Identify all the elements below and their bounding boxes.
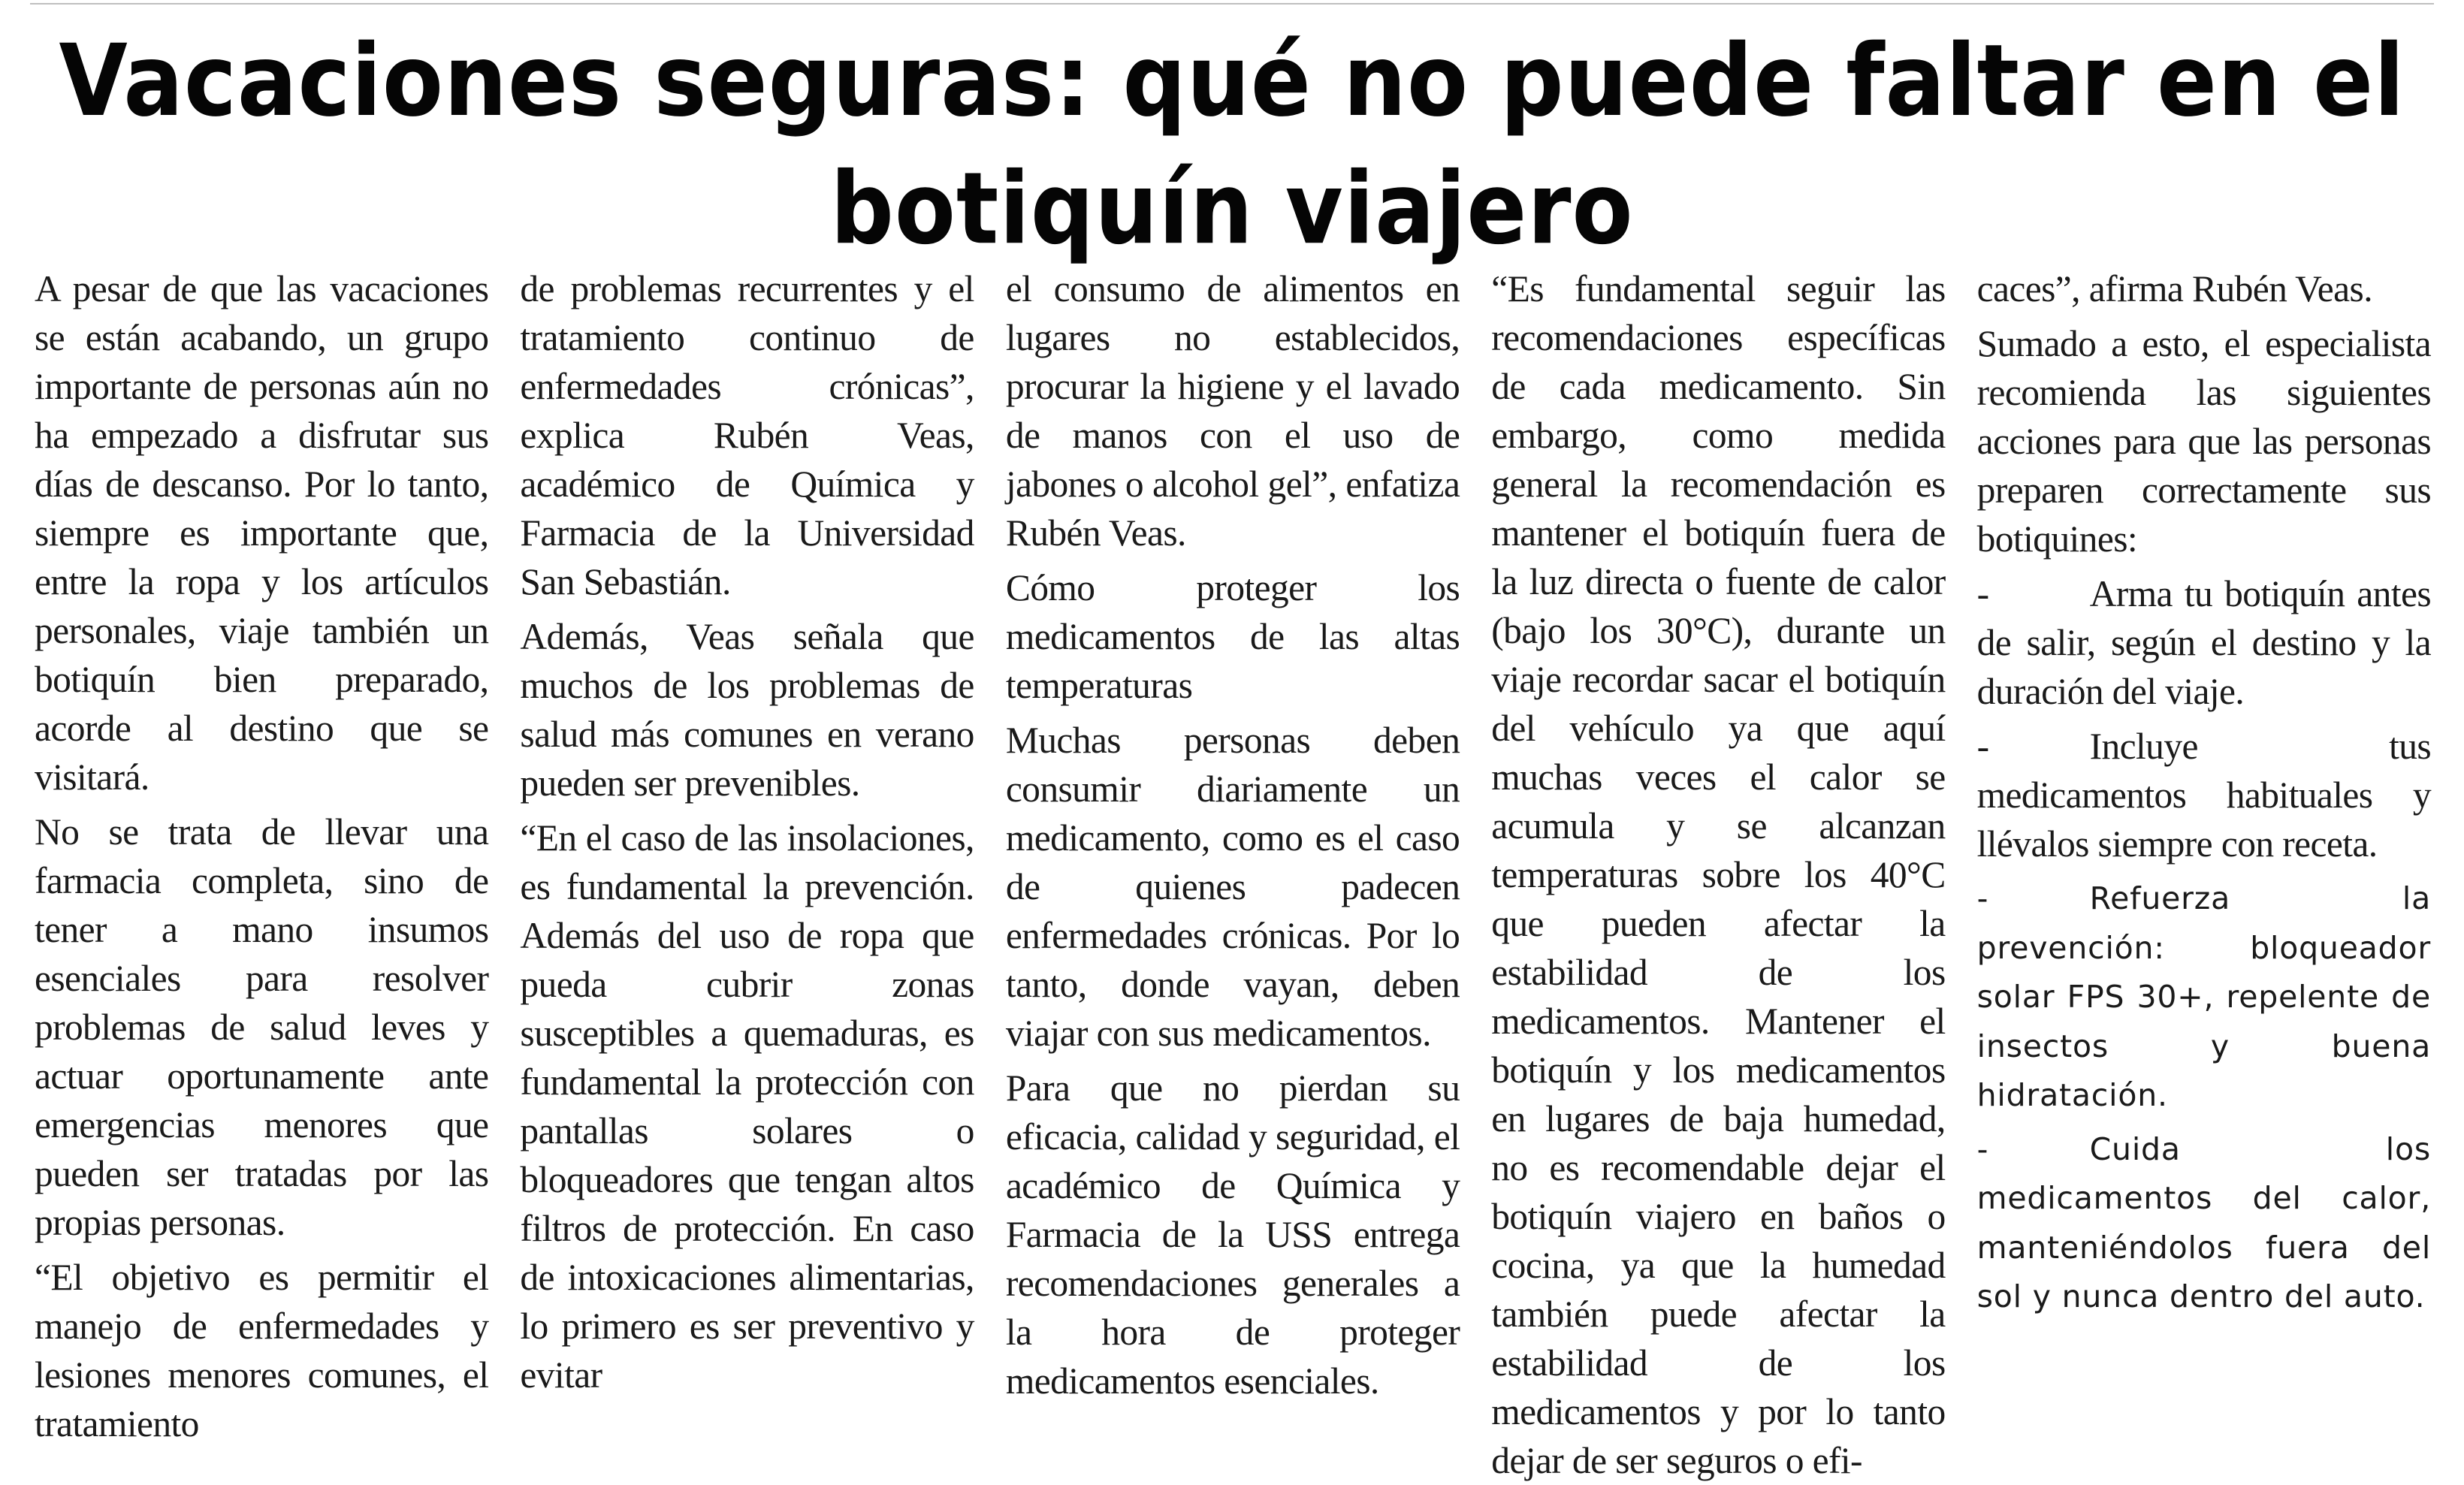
recommendation-text: Cuida los medicamentos del calor, manteniéndolos fuera del sol y nunca dentro del auto. [1976,1130,2432,1314]
article-body [35,264,2432,1481]
paragraph: “En el caso de las insolaciones, es fundamental la prevención. Además del uso de ropa que pueda cubrir zonas susceptibles a quemaduras, es fundamental la protección con pantallas solares o bloqueadores que tengan altos filtros de protección. En caso de intoxicaciones alimentarias, lo primero es ser preventivo y evitar [520,817,974,1396]
recommendation-text: Arma tu botiquín antes de salir, según el destino y la duración del viaje. [1976,573,2432,712]
bullet-dash: - [1976,726,1989,767]
paragraph: No se trata de llevar una farmacia completa, sino de tener a mano insumos esenciales para resolver problemas de salud leves y actuar oportunamente ante emergencias menores que pueden ser tratadas por las propias personas. [35,811,489,1243]
paragraph: Muchas personas deben consumir diariamente un medicamento, como es el caso de quienes padecen enfermedades crónicas. Por lo tanto, donde vayan, deben viajar con sus medicamentos. [1005,720,1460,1054]
bullet-dash: - [1976,880,1989,916]
paragraph: de problemas recurrentes y el tratamiento continuo de enfermedades crónicas”, explica Rubén Veas, académico de Química y Farmacia de la Universidad San Sebastián. [520,268,974,602]
recommendation-item [1977,569,2431,716]
column-3 [1005,264,1460,1402]
recommendation-item [1977,722,2431,868]
top-rule [30,3,2434,5]
column-5 [1977,264,2431,1316]
bullet-dash: - [1976,1130,1989,1167]
column-4 [1491,264,1946,1481]
bullet-dash: - [1976,573,1989,614]
paragraph: A pesar de que las vacaciones se están acabando, un grupo importante de personas aún no ha empezado a disfrutar sus días de descanso. Por lo tanto, siempre es importante que, entre la ropa y los artículos personales, viaje también un botiquín bien preparado, acorde al destino que se visitará. [35,268,489,798]
recommendation-item [1977,1125,2431,1322]
paragraph: el consumo de alimentos en lugares no establecidos, procurar la higiene y el lavado de manos con el uso de jabones o alcohol gel”, enfatiza Rubén Veas. [1005,268,1460,554]
paragraph: “El objetivo es permitir el manejo de enfermedades y lesiones menores comunes, el tratamiento [35,1257,489,1444]
column-1 [35,264,489,1444]
paragraph: Sumado a esto, el especialista recomienda las siguientes acciones para que las personas preparen correctamente sus botiquines: [1976,323,2432,560]
paragraph: Además, Veas señala que muchos de los problemas de salud más comunes en verano pueden ser prevenibles. [520,616,974,804]
paragraph: caces”, afirma Rubén Veas. [1976,268,2372,309]
headline: Vacaciones seguras: qué no puede faltar en el botiquín viajero [59,22,2405,267]
subheading: Cómo proteger los medicamentos de las altas temperaturas [1005,567,1460,706]
recommendation-text: Refuerza la prevención: bloqueador solar FPS 30+, repelente de insectos y buena hidratación. [1976,880,2432,1113]
column-2 [520,264,974,1396]
recommendation-text: Incluye tus medicamentos habituales y llévalos siempre con receta. [1976,726,2432,865]
paragraph: Para que no pierdan su eficacia, calidad y seguridad, el académico de Química y Farmacia de la USS entrega recomendaciones generales a la hora de proteger medicamentos esenciales. [1005,1067,1460,1402]
paragraph: “Es fundamental seguir las recomendaciones específicas de cada medicamento. Sin embargo, como medida general la recomendación es mantener el botiquín fuera de la luz directa o fuente de calor (bajo los 30°C), durante un viaje recordar sacar el botiquín del vehículo ya que aquí muchas veces el calor se acumula y se alcanzan temperaturas sobre los 40°C que pueden afectar la estabilidad de los medicamentos. Mantener el botiquín y los medicamentos en lugares de baja humedad, no es recomendable dejar el botiquín viajero en baños o cocina, ya que la humedad también puede afectar la estabilidad de los medicamentos y por lo tanto dejar de ser seguros o efi- [1491,268,1946,1481]
recommendation-item [1977,874,2431,1121]
